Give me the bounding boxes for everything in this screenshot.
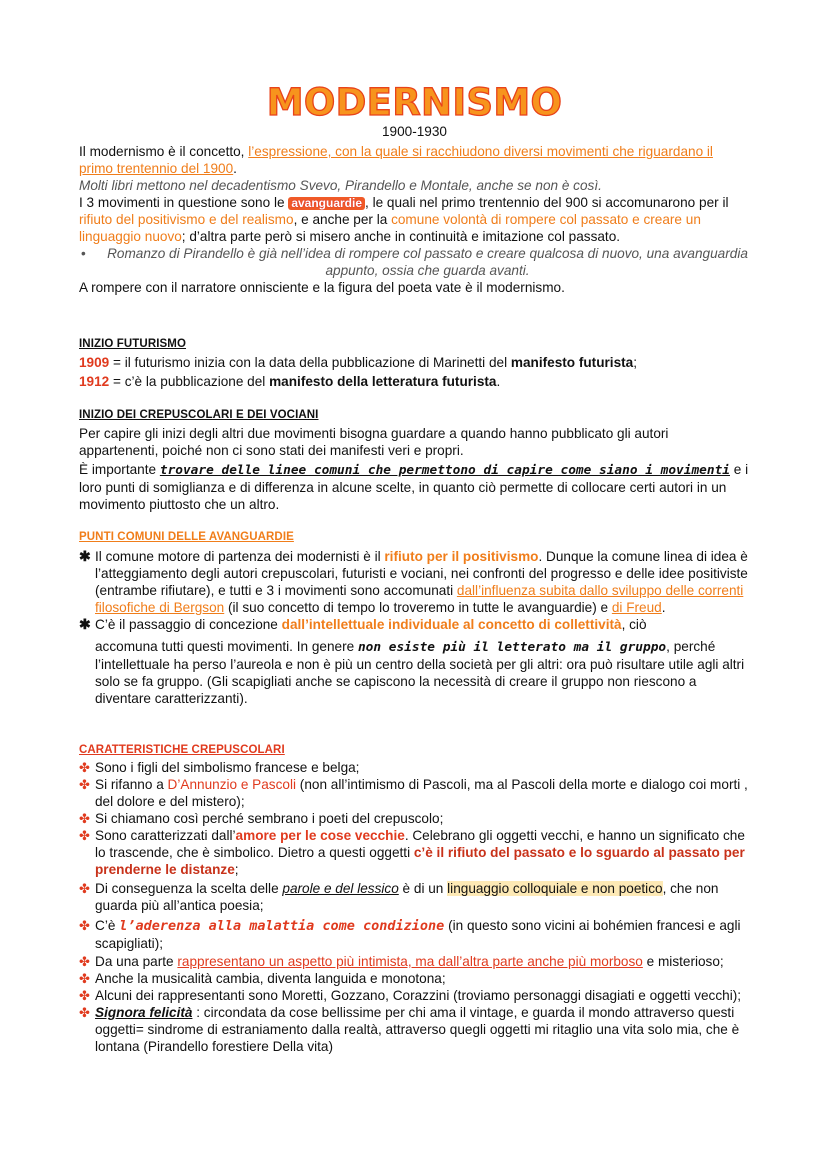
date-range: 1900-1930 xyxy=(381,124,447,139)
intro-paragraph-3: I 3 movimenti in questione sono le avanguardie , le quali nel primo trentennio del 900 si accomunarono per il rifiuto del positivismo e del realismo, e anche per la comune volontà di rompere col passato e creare un linguaggio nuovo; d’altra parte però si misero anche in continuità e imitazione col passato. xyxy=(79,195,729,244)
cross-icon: ✤ xyxy=(79,971,90,986)
crepuscolari-vociani-paragraph-2: È importante trovare delle linee comuni che permettono di capire come siano i movimenti e i loro punti di somiglianza e di differenza in alcune scelte, in quanto ciò permette di collocare certi autori in un movimento piuttosto che un altro. xyxy=(79,462,749,512)
cross-icon: ✤ xyxy=(79,811,90,826)
cross-icon: ✤ xyxy=(79,954,90,969)
punti-comuni-heading: PUNTI COMUNI DELLE AVANGUARDIE xyxy=(79,531,294,543)
punti-comuni-section xyxy=(79,529,750,707)
caratteristiche-item-7: ✤ Da una parte rappresentano un aspetto più intimista, ma dall’altra parte anche più morboso e misterioso; xyxy=(79,954,724,969)
caratteristiche-item-1: ✤ Sono i figli del simbolismo francese e belga; xyxy=(79,760,360,775)
star-icon: ✱ xyxy=(79,616,91,632)
futurismo-heading: INIZIO FUTURISMO xyxy=(79,338,187,350)
futurismo-line-1909: 1909 = il futurismo inizia con la data della pubblicazione di Marinetti del manifesto futurista; xyxy=(79,355,638,370)
caratteristiche-item-2: ✤ Si rifanno a D’Annunzio e Pascoli (non all’intimismo di Pascoli, ma al Pascoli della morte e dialogo coi morti , del dolore e del mistero); xyxy=(79,777,748,809)
crepuscolari-vociani-section xyxy=(79,407,750,513)
intro-paragraph-1: Il modernismo è il concetto, l’espressione, con la quale si racchiudono diversi movimenti che riguardano il primo trentennio del 1900. xyxy=(79,144,713,176)
bullet-dot: • xyxy=(81,246,86,261)
punti-comuni-item-1: ✱ Il comune motore di partenza dei modernisti è il rifiuto per il positivismo. Dunque la comune linea di idea è l’atteggiamento degli autori crepuscolari, futuristi e vociani, nei confronti del progresso e delle idee positiviste (entrambe rifiutare), e tutti e 3 i movimenti sono accomunati dall’influenza subita dallo sviluppo delle correnti filosofiche di Bergson (il suo concetto di tempo lo troveremo in tutte le avanguardie) e di Freud. xyxy=(79,548,748,615)
cross-icon: ✤ xyxy=(79,988,90,1003)
caratteristiche-item-8: ✤ Anche la musicalità cambia, diventa languida e monotona; xyxy=(79,971,446,986)
punti-comuni-item-2: ✱ C’è il passaggio di concezione dall’intellettuale individuale al concetto di collettività, ciò accomuna tutti questi movimenti. In genere non esiste più il letterato ma il gruppo, perché l’intellettuale ha perso l’aureola e non è più un centro della società per gli altri: ora può risultare utile agli altri solo se fa gruppo. (Gli scapigliati anche se capiscono la necessità di creare il gruppo non riescono a diventare caratterizzanti). xyxy=(79,616,750,707)
intro-paragraph-4: A rompere con il narratore onnisciente e la figura del poeta vate è il modernismo. xyxy=(79,280,565,295)
cross-icon: ✤ xyxy=(79,828,90,843)
caratteristiche-item-3: ✤ Si chiamano così perché sembrano i poeti del crepuscolo; xyxy=(79,811,444,826)
star-icon: ✱ xyxy=(79,548,91,564)
cross-icon: ✤ xyxy=(79,918,90,933)
crepuscolari-vociani-heading: INIZIO DEI CREPUSCOLARI E DEI VOCIANI xyxy=(79,409,319,421)
intro-bullet: • Romanzo di Pirandello è già nell’idea di rompere col passato e creare qualcosa di nuovo, una avanguardia appunto, ossia che guarda avanti. xyxy=(81,246,748,278)
futurismo-section xyxy=(79,336,750,390)
caratteristiche-heading: CARATTERISTICHE CREPUSCOLARI xyxy=(79,744,285,756)
avanguardie-badge: avanguardie xyxy=(288,197,365,210)
cross-icon: ✤ xyxy=(79,1005,90,1020)
cross-icon: ✤ xyxy=(79,777,90,792)
intro-section xyxy=(79,143,750,296)
cross-icon: ✤ xyxy=(79,881,90,896)
caratteristiche-item-9: ✤ Alcuni dei rappresentanti sono Moretti, Gozzano, Corazzini (troviamo personaggi disagiati e oggetti vecchi); xyxy=(79,988,742,1003)
page-title: MODERNISMO xyxy=(266,81,563,124)
cross-icon: ✤ xyxy=(79,760,90,775)
caratteristiche-item-10: ✤ Signora felicità : circondata da cose bellissime per chi ama il vintage, e guarda il mondo attraverso questi oggetti= sindrome di estraniamento dalla realtà, attraverso quegli oggetti mi ritaglio una vita solo mia, che è lontana (Pirandello forestiere Della vita) xyxy=(79,1005,740,1054)
caratteristiche-item-5: ✤ Di conseguenza la scelta delle parole e del lessico è di un linguaggio colloquiale e non poetico, che non guarda più all’antica poesia; xyxy=(79,881,719,913)
crepuscolari-vociani-paragraph-1: Per capire gli inizi degli altri due movimenti bisogna guardare a quando hanno pubblicato gli autori appartenenti, poiché non ci sono stati dei manifesti veri e propri. xyxy=(79,426,669,458)
caratteristiche-section xyxy=(79,742,750,1055)
caratteristiche-item-6: ✤ C’è l’aderenza alla malattia come condizione (in questo sono vicini ai bohémien francesi e agli scapigliati); xyxy=(79,918,741,951)
punti-comuni-item-2-continuation: accomuna tutti questi movimenti. In genere non esiste più il letterato ma il gruppo, perché l’intellettuale ha perso l’aureola e non è più un centro della società per gli altri: ora può risultare utile agli altri solo se fa gruppo. (Gli scapigliati anche se capiscono la necessità di creare il gruppo non riescono a diventare caratterizzanti). xyxy=(95,639,745,706)
caratteristiche-item-4: ✤ Sono caratterizzati dall’amore per le cose vecchie. Celebrano gli oggetti vecchi, e hanno un significato che lo trascende, che è simbolico. Dietro a questi oggetti c’è il rifiuto del passato e lo sguardo al passato per prenderne le distanze; xyxy=(79,828,745,877)
intro-paragraph-2: Molti libri mettono nel decadentismo Svevo, Pirandello e Montale, anche se non è così. xyxy=(79,178,602,193)
futurismo-line-1912: 1912 = c’è la pubblicazione del manifesto della letteratura futurista. xyxy=(79,374,501,389)
